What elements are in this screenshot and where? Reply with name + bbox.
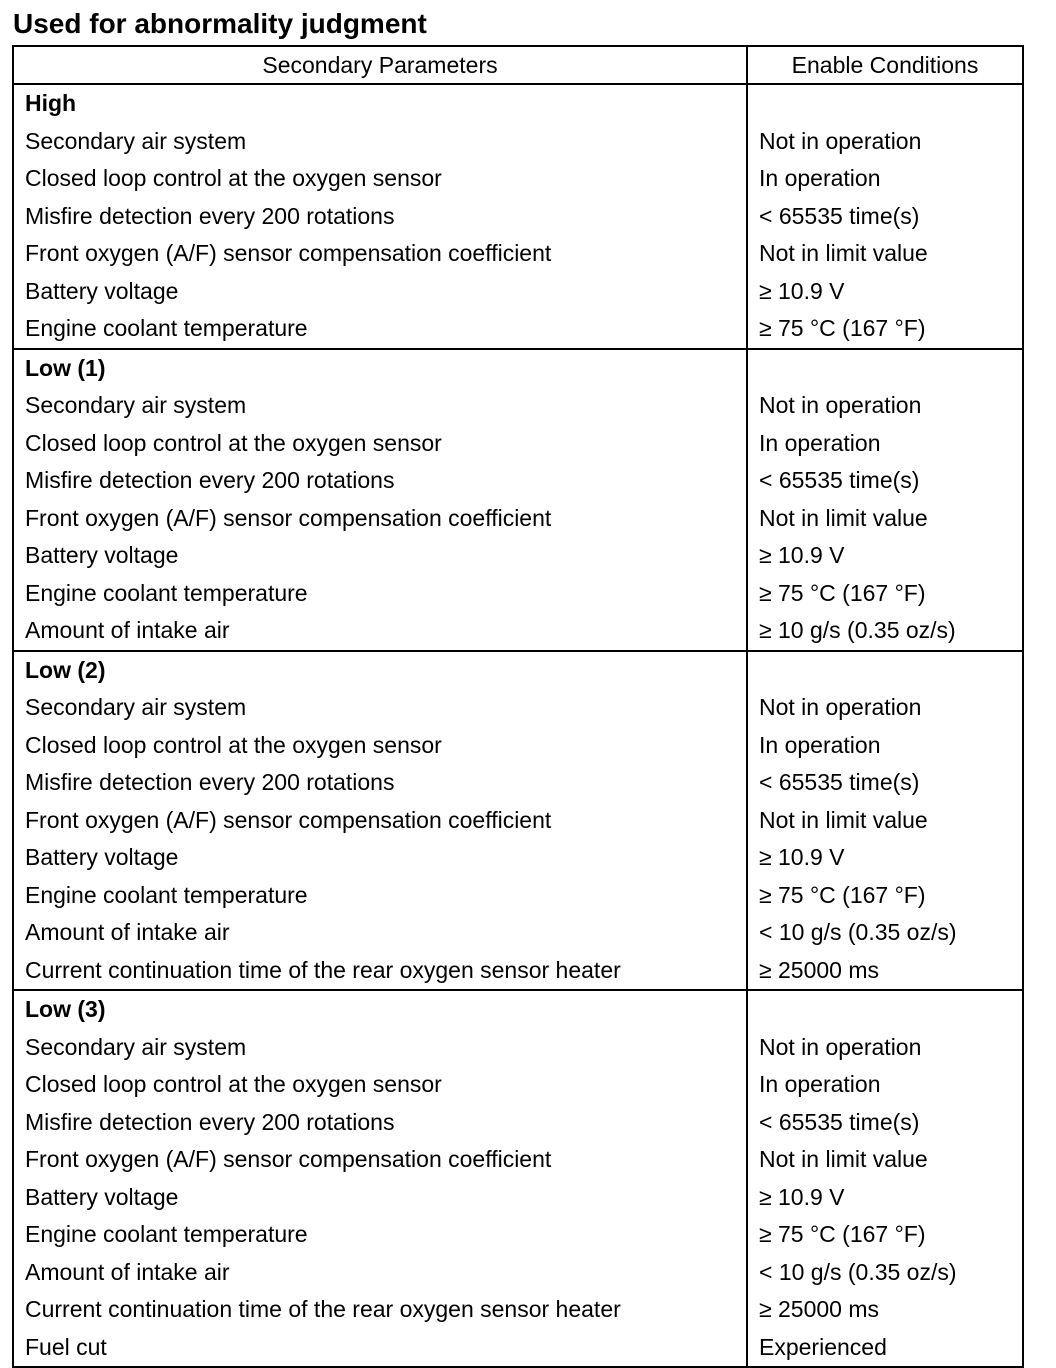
parameter-cell: Amount of intake air [13,612,747,651]
group-label: Low (2) [13,651,747,690]
parameter-cell: Front oxygen (A/F) sensor compensation coefficient [13,235,747,273]
parameter-group [13,349,1023,651]
table-row [13,1291,1023,1329]
table-row [13,310,1023,349]
table-row [13,727,1023,765]
table-row [13,1104,1023,1142]
table-header [13,46,1023,84]
condition-cell: < 65535 time(s) [747,198,1023,236]
page-title: Used for abnormality judgment [13,8,427,39]
parameter-cell: Current continuation time of the rear oxygen sensor heater [13,952,747,991]
condition-cell: < 65535 time(s) [747,1104,1023,1142]
table-row [13,425,1023,463]
parameter-cell: Fuel cut [13,1329,747,1368]
table-row [13,877,1023,915]
condition-cell: Not in operation [747,123,1023,161]
condition-cell: ≥ 25000 ms [747,1291,1023,1329]
group-empty-cell [747,651,1023,690]
table-row [13,839,1023,877]
condition-cell: In operation [747,425,1023,463]
group-header-row [13,84,1023,123]
table-row [13,1141,1023,1179]
header-row [13,46,1023,84]
table-row [13,1254,1023,1292]
group-label: Low (3) [13,990,747,1029]
table-row [13,1329,1023,1368]
parameter-cell: Closed loop control at the oxygen sensor [13,1066,747,1104]
column-header-parameters: Secondary Parameters [13,46,747,84]
group-header-row [13,349,1023,388]
condition-cell: Not in limit value [747,802,1023,840]
condition-cell: In operation [747,727,1023,765]
condition-cell: ≥ 10.9 V [747,839,1023,877]
condition-cell: ≥ 75 °C (167 °F) [747,1216,1023,1254]
condition-cell: ≥ 75 °C (167 °F) [747,575,1023,613]
group-label: Low (1) [13,349,747,388]
table-row [13,612,1023,651]
condition-cell: ≥ 75 °C (167 °F) [747,310,1023,349]
condition-cell: In operation [747,160,1023,198]
table-row [13,235,1023,273]
condition-cell: Not in limit value [747,235,1023,273]
condition-cell: < 65535 time(s) [747,764,1023,802]
condition-cell: < 65535 time(s) [747,462,1023,500]
parameter-cell: Misfire detection every 200 rotations [13,198,747,236]
parameter-cell: Engine coolant temperature [13,575,747,613]
table-row [13,1216,1023,1254]
group-header-row [13,651,1023,690]
table-row [13,802,1023,840]
condition-cell: Not in operation [747,387,1023,425]
group-empty-cell [747,990,1023,1029]
parameter-cell: Secondary air system [13,387,747,425]
parameter-cell: Misfire detection every 200 rotations [13,462,747,500]
parameter-cell: Front oxygen (A/F) sensor compensation coefficient [13,500,747,538]
table-row [13,1179,1023,1217]
parameter-cell: Closed loop control at the oxygen sensor [13,727,747,765]
table-row [13,462,1023,500]
condition-cell: ≥ 10.9 V [747,273,1023,311]
table-row [13,198,1023,236]
parameter-cell: Secondary air system [13,1029,747,1067]
table-row [13,273,1023,311]
parameter-cell: Front oxygen (A/F) sensor compensation coefficient [13,802,747,840]
parameter-cell: Front oxygen (A/F) sensor compensation coefficient [13,1141,747,1179]
group-header-row [13,990,1023,1029]
parameter-cell: Battery voltage [13,1179,747,1217]
condition-cell: Not in limit value [747,1141,1023,1179]
parameter-cell: Current continuation time of the rear oxygen sensor heater [13,1291,747,1329]
table-row [13,1066,1023,1104]
parameter-cell: Battery voltage [13,273,747,311]
parameter-cell: Engine coolant temperature [13,1216,747,1254]
column-header-conditions: Enable Conditions [747,46,1023,84]
parameter-cell: Battery voltage [13,839,747,877]
table-row [13,123,1023,161]
condition-cell: ≥ 10 g/s (0.35 oz/s) [747,612,1023,651]
parameter-cell: Misfire detection every 200 rotations [13,764,747,802]
parameter-cell: Closed loop control at the oxygen sensor [13,425,747,463]
group-empty-cell [747,349,1023,388]
condition-cell: ≥ 10.9 V [747,1179,1023,1217]
parameter-cell: Battery voltage [13,537,747,575]
parameter-cell: Secondary air system [13,123,747,161]
enable-conditions-table [12,45,1024,1368]
table-row [13,537,1023,575]
parameter-group [13,651,1023,991]
table-row [13,500,1023,538]
table-row [13,914,1023,952]
table-row [13,160,1023,198]
condition-cell: Not in operation [747,689,1023,727]
table-row [13,952,1023,991]
condition-cell: In operation [747,1066,1023,1104]
condition-cell: ≥ 10.9 V [747,537,1023,575]
group-label: High [13,84,747,123]
parameter-cell: Closed loop control at the oxygen sensor [13,160,747,198]
table-row [13,1029,1023,1067]
parameter-group [13,84,1023,349]
parameter-cell: Misfire detection every 200 rotations [13,1104,747,1142]
parameter-cell: Secondary air system [13,689,747,727]
condition-cell: < 10 g/s (0.35 oz/s) [747,1254,1023,1292]
condition-cell: Not in limit value [747,500,1023,538]
table-row [13,387,1023,425]
parameter-cell: Engine coolant temperature [13,310,747,349]
parameter-cell: Amount of intake air [13,914,747,952]
condition-cell: ≥ 25000 ms [747,952,1023,991]
condition-cell: Not in operation [747,1029,1023,1067]
condition-cell: < 10 g/s (0.35 oz/s) [747,914,1023,952]
table-row [13,575,1023,613]
group-empty-cell [747,84,1023,123]
condition-cell: Experienced [747,1329,1023,1368]
parameter-cell: Amount of intake air [13,1254,747,1292]
parameter-cell: Engine coolant temperature [13,877,747,915]
parameter-group [13,990,1023,1367]
condition-cell: ≥ 75 °C (167 °F) [747,877,1023,915]
table-row [13,689,1023,727]
table-row [13,764,1023,802]
